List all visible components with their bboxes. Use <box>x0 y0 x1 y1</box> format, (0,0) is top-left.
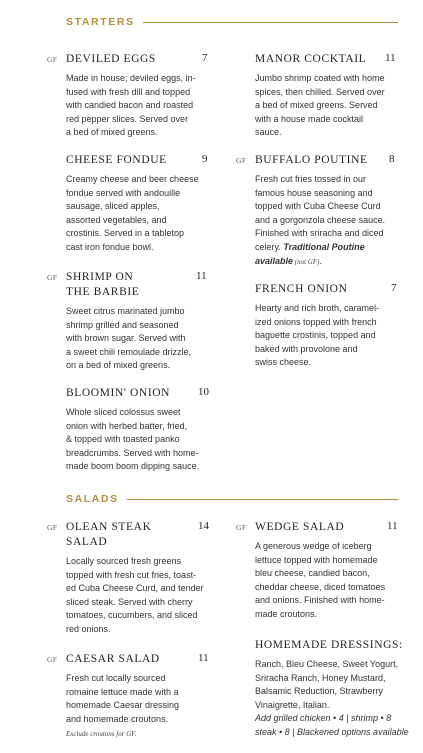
item-description: Hearty and rich broth, caramel- ized onions topped with french baguette crostinis, topped and baked with provolone and swiss cheese. <box>255 303 380 368</box>
divider <box>143 22 398 23</box>
item-price: 7 <box>202 52 208 64</box>
add-ons: Add grilled chicken • 4 | shrimp • 8 <box>255 713 392 724</box>
gf-badge: GF <box>47 655 58 664</box>
item-description: Ranch, Bleu Cheese, Sweet Yogurt, Sriracha Ranch, Honey Mustard, Balsamic Reduction, Strawberry Vinaigrette, Italian. Add grilled chicken • 4 | shrimp • 8 steak • 8 | Blackened options available <box>255 658 415 740</box>
item-price: 7 <box>391 282 397 294</box>
item-name: FRENCH ONION <box>255 283 348 295</box>
item-price: 11 <box>198 652 209 664</box>
gf-badge: GF <box>47 523 58 532</box>
menu-item-shrimp-on-the-barbie <box>47 270 208 373</box>
menu-item-bloomin-onion <box>66 386 216 474</box>
menu-item-buffalo-poutine <box>236 153 397 269</box>
item-name: BUFFALO POUTINE <box>255 154 368 166</box>
menu-item-manor-cocktail <box>255 52 397 140</box>
menu-item-olean-steak-salad <box>47 520 214 637</box>
gf-badge: GF <box>236 523 247 532</box>
menu-item-caesar-salad <box>47 652 214 742</box>
item-price: 9 <box>202 153 208 165</box>
item-description: Whole sliced colossus sweet onion with herbed batter, fried, & topped with toasted panko breadcrumbs. Served with home- made boom boom dipping sauce. <box>66 407 200 472</box>
menu-item-deviled-eggs <box>47 52 208 140</box>
item-description: A generous wedge of iceberg lettuce topped with homemade bleu cheese, candied bacon, cheddar cheese, diced tomatoes and onions. Finished with home- made croutons. <box>255 541 386 619</box>
section-title: STARTERS <box>66 16 135 28</box>
item-price: 11 <box>385 52 396 64</box>
item-name: DEVILED EGGS <box>66 53 156 65</box>
add-ons: steak • 8 | Blackened options available <box>255 726 409 737</box>
salads-header <box>66 493 398 505</box>
item-price: 11 <box>387 520 398 532</box>
item-description: Fresh cut locally sourced romaine lettuce made with a homemade Caesar dressing and homemade croutons. Exclude croutons for GF. <box>66 672 214 742</box>
gf-badge: GF <box>236 156 247 165</box>
item-note: Exclude croutons for GF. <box>66 730 137 739</box>
item-price: 14 <box>198 520 209 532</box>
item-name: SHRIMP ON THE BARBIE <box>66 271 140 298</box>
item-price: 8 <box>389 153 395 165</box>
starters-header <box>66 16 398 28</box>
item-name: WEDGE SALAD <box>255 521 345 533</box>
item-description: Made in house; deviled eggs, in- fused with fresh dill and topped with candied bacon and roasted red pepper slices. Served over a bed of mixed greens. <box>66 73 196 138</box>
menu-item-french-onion <box>255 282 397 370</box>
item-name: HOMEMADE DRESSINGS: <box>255 639 403 651</box>
item-name: MANOR COCKTAIL <box>255 53 367 65</box>
item-price: 11 <box>196 270 207 282</box>
menu-item-cheese-fondue <box>66 153 208 255</box>
section-title: SALADS <box>66 493 119 505</box>
item-name: CHEESE FONDUE <box>66 154 167 166</box>
item-description: Locally sourced fresh greens topped with fresh cut fries, toast- ed Cuba Cheese Curd, and tender sliced steak. Served with cherry tomatoes, cucumbers, and sliced red onions. <box>66 556 204 634</box>
homemade-dressings <box>255 638 415 740</box>
item-price: 10 <box>198 386 209 398</box>
item-name: BLOOMIN' ONION <box>66 387 171 399</box>
item-description: Sweet citrus marinated jumbo shrimp grilled and seasoned with brown sugar. Served with a sweet chili remoulade drizzle, on a bed of mixed greens. <box>66 306 192 371</box>
gf-badge: GF <box>47 55 58 64</box>
item-name: OLEAN STEAK SALAD <box>66 521 152 548</box>
menu-item-wedge-salad <box>236 520 403 622</box>
item-description: Creamy cheese and beer cheese fondue served with andouille sausage, sliced apples, assorted vegetables, and crostinis. Served in a tabletop cast iron fondue bowl. <box>66 174 199 252</box>
item-name: CAESAR SALAD <box>66 653 160 665</box>
divider <box>127 499 398 500</box>
item-description: Fresh cut fries tossed in our famous house seasoning and topped with Cuba Cheese Curd and a gorgonzola cheese sauce. Finished with sriracha and diced celery. Traditional Poutine available (not GF). <box>255 174 386 266</box>
item-description: Jumbo shrimp coated with home spices, then chilled. Served over a bed of mixed greens. Served with a house made cocktail sauce. <box>255 73 385 138</box>
gf-badge: GF <box>47 273 58 282</box>
